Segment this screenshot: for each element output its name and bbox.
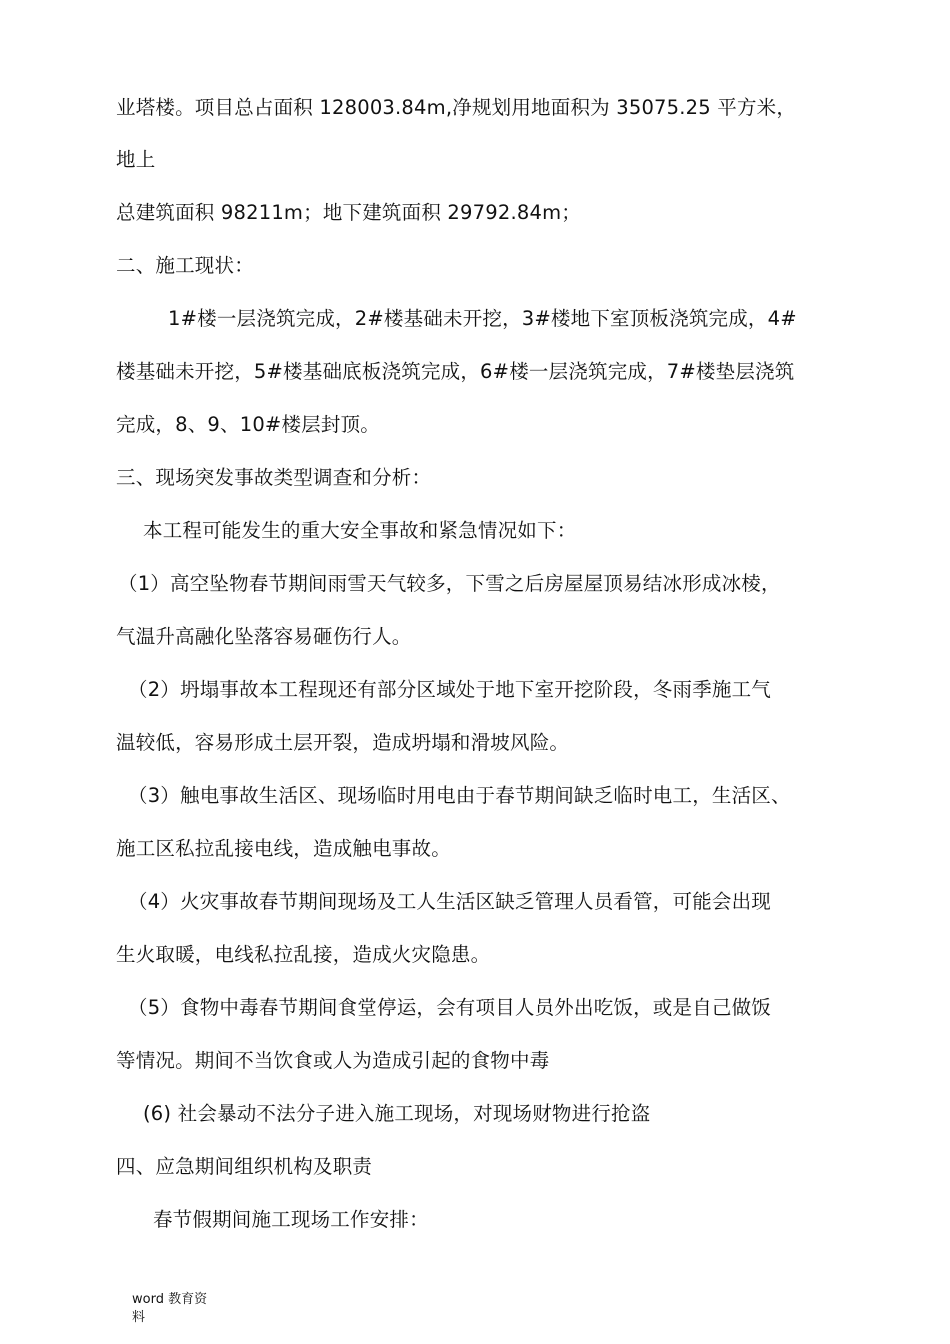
section-heading: 三、现场突发事故类型调查和分析： — [116, 466, 432, 489]
body-text-line: 生火取暖，电线私拉乱接，造成火灾隐患。 — [116, 943, 491, 966]
body-text-line: 楼基础未开挖，5#楼基础底板浇筑完成，6#楼一层浇筑完成，7#楼垫层浇筑 — [116, 360, 795, 383]
body-text-line: 1#楼一层浇筑完成，2#楼基础未开挖，3#楼地下室顶板浇筑完成，4# — [168, 307, 797, 330]
list-item-line: （5）食物中毒春节期间食堂停运，会有项目人员外出吃饭，或是自己做饭 — [128, 996, 772, 1019]
body-text-line: 春节假期间施工现场工作安排： — [153, 1208, 429, 1231]
list-item-line: （4）火灾事故春节期间现场及工人生活区缺乏管理人员看管，可能会出现 — [128, 890, 772, 913]
body-text-line: 等情况。期间不当饮食或人为造成引起的食物中毒 — [116, 1049, 550, 1072]
body-text-line: 业塔楼。项目总占面积 128003.84m,净规划用地面积为 35075.25 平方米， — [116, 96, 797, 119]
body-text-line: 气温升高融化坠落容易砸伤行人。 — [116, 625, 412, 648]
body-text-line: 温较低，容易形成土层开裂，造成坍塌和滑坡风险。 — [116, 731, 570, 754]
body-text-line: 本工程可能发生的重大安全事故和紧急情况如下： — [143, 519, 577, 542]
section-heading: 四、应急期间组织机构及职责 — [116, 1155, 373, 1178]
footer-watermark-text: 料 — [132, 1310, 146, 1325]
section-heading: 二、施工现状： — [116, 254, 254, 277]
body-text-line: 地上 — [116, 148, 156, 171]
body-text-line: 施工区私拉乱接电线，造成触电事故。 — [116, 837, 451, 860]
body-text-line: 总建筑面积 98211m；地下建筑面积 29792.84m； — [116, 201, 581, 224]
body-text-line: 完成，8、9、10#楼层封顶。 — [116, 413, 380, 436]
list-item-line: （2）坍塌事故本工程现还有部分区域处于地下室开挖阶段，冬雨季施工气 — [128, 678, 772, 701]
list-item-line: （1）高空坠物春节期间雨雪天气较多，下雪之后房屋屋顶易结冰形成冰棱， — [118, 572, 781, 595]
list-item-line: （3）触电事故生活区、现场临时用电由于春节期间缺乏临时电工，生活区、 — [128, 784, 791, 807]
footer-watermark-text: word 教育资 — [132, 1292, 208, 1307]
list-item-line: (6) 社会暴动不法分子进入施工现场，对现场财物进行抢盗 — [143, 1102, 651, 1125]
